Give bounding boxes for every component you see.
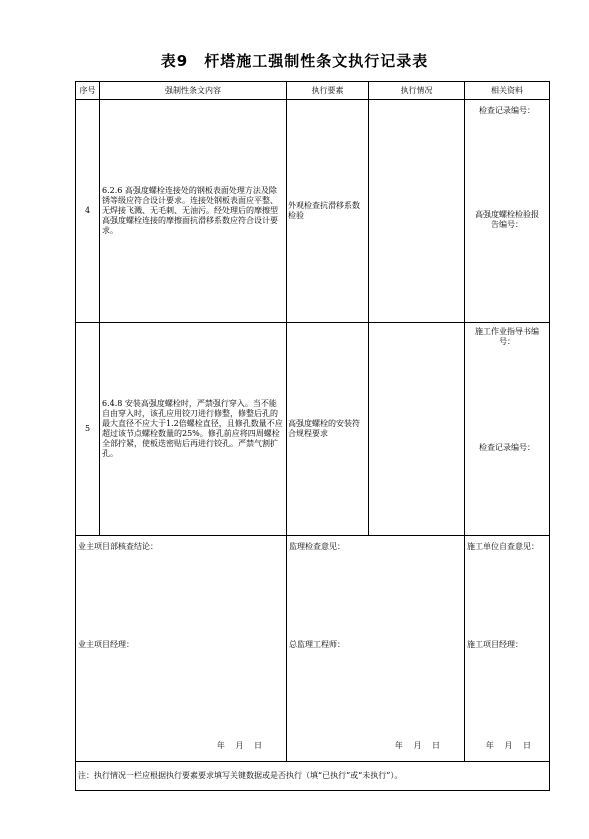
table-row — [76, 100, 550, 323]
header-status: 执行情况 — [369, 82, 465, 100]
row-seq: 5 — [76, 323, 100, 536]
signature-row — [76, 536, 550, 762]
row-content: 6.2.6 高强度螺栓连接处的钢板表面处理方法及除锈等级应符合设计要求。连接处钢板表面应平整、无焊接飞溅、无毛刺、无油污。经处理后的摩擦型高强度螺栓连接的摩擦面抗滑移系数应符合设计要求。 — [100, 100, 287, 323]
owner-opinion-label: 业主项目部核查结论： — [78, 542, 158, 551]
supervisor-opinion-label: 监理检查意见： — [289, 542, 345, 551]
row-status-cell[interactable] — [369, 323, 465, 536]
row-reference — [465, 323, 550, 536]
header-requirement: 执行要素 — [287, 82, 369, 100]
owner-date: 年 月 日 — [216, 741, 266, 750]
contractor-signer-label: 施工项目经理： — [467, 640, 523, 649]
reference-line: 检查记录编号： — [479, 106, 535, 115]
header-row — [76, 82, 550, 100]
supervisor-date: 年 月 日 — [394, 741, 444, 750]
header-content: 强制性条文内容 — [100, 82, 287, 100]
row-requirement: 高强度螺栓的安装符合规程要求 — [287, 323, 369, 536]
reference-line: 检查记录编号： — [479, 443, 535, 452]
page-title: 表9 杆塔施工强制性条文执行记录表 — [160, 52, 429, 70]
reference-line: 施工作业指导书编号： — [475, 327, 539, 346]
contractor-date: 年 月 日 — [485, 741, 535, 750]
note-row — [76, 762, 550, 791]
row-requirement: 外观检查抗滑移系数检验 — [287, 100, 369, 323]
owner-signer-label: 业主项目经理： — [78, 640, 134, 649]
contractor-opinion-label: 施工单位自查意见： — [467, 542, 539, 551]
row-reference — [465, 100, 550, 323]
reference-line: 高强度螺栓检验报告编号： — [475, 210, 539, 229]
row-seq: 4 — [76, 100, 100, 323]
row-content: 6.4.8 安装高强度螺栓时，严禁强行穿入。当不能自由穿入时，该孔应用铰刀进行修整，修整后孔的最大直径不应大于1.2倍螺栓直径，且修孔数量不应超过该节点螺栓数量的25%。修孔前应将四周螺栓全部拧紧，使板迭密贴后再进行铰孔。严禁气割扩孔。 — [100, 323, 287, 536]
owner-signature-block — [76, 536, 287, 762]
supervisor-signer-label: 总监理工程师： — [289, 640, 345, 649]
contractor-signature-block — [465, 536, 550, 762]
record-table — [75, 81, 550, 791]
row-status-cell[interactable] — [369, 100, 465, 323]
table-note: 注：执行情况一栏应根据执行要素要求填写关键数据或是否执行（填“已执行”或“未执行”）。 — [76, 762, 550, 791]
supervisor-signature-block — [287, 536, 465, 762]
header-reference: 相关资料 — [465, 82, 550, 100]
table-row — [76, 323, 550, 536]
header-seq: 序号 — [76, 82, 100, 100]
